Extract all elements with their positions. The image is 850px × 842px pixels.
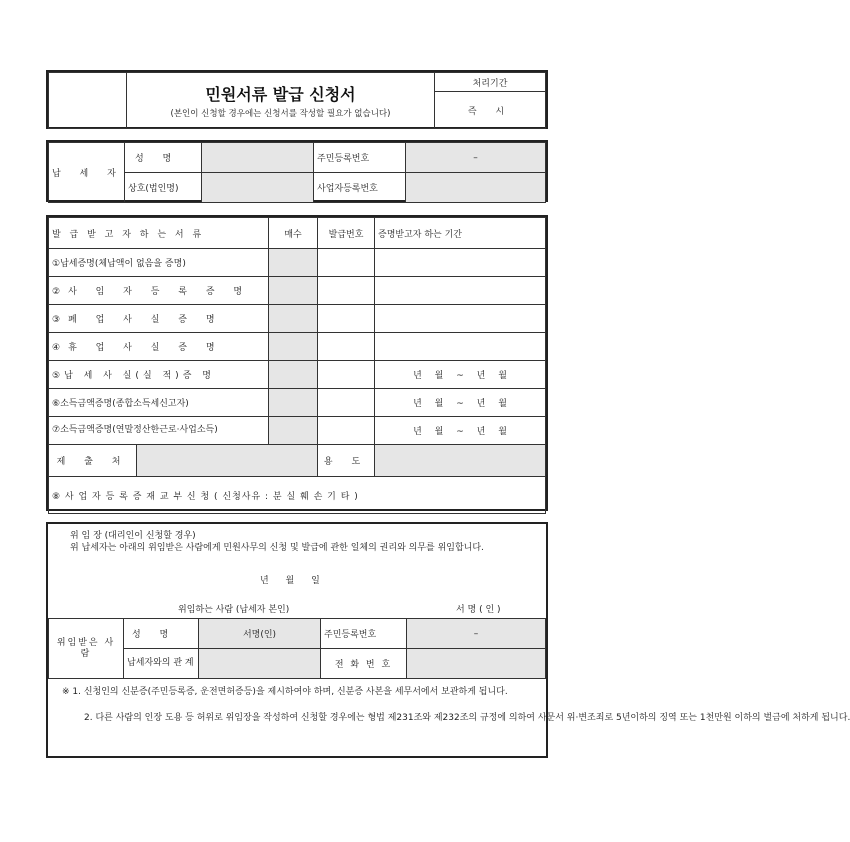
period-field[interactable] <box>375 277 546 305</box>
period-field[interactable]: 년 월 ~ 년 월 <box>375 361 546 389</box>
issue-no-field[interactable] <box>318 333 375 361</box>
taxpayer-label: 납 세 자 <box>49 143 125 203</box>
issue-no-field[interactable] <box>318 249 375 277</box>
note-2: 2. 다른 사람의 인장 도용 등 허위로 위임장을 작성하여 신청할 경우에는 형법 제231조와 제232조의 규정에 의하여 사문서 위·변조죄로 5년이하의 징역 또는 1천만원 이하의 벌금에 처하게 됩니다. <box>84 713 850 723</box>
agent-resident-field[interactable]: – <box>407 619 546 649</box>
count-field[interactable] <box>269 277 318 305</box>
issue-no-field[interactable] <box>318 305 375 333</box>
header-box <box>46 70 548 129</box>
period-field[interactable] <box>375 333 546 361</box>
submit-to-field[interactable] <box>137 445 318 477</box>
period-value: 즉 시 <box>435 92 546 129</box>
doc-name: ⑤납 세 사 실(실 적)증 명 <box>49 361 269 389</box>
note-1: ※ 1. 신청인의 신분증(주민등록증, 운전면허증등)을 제시하여야 하며, 신분증 사본을 세무서에서 보관하게 됩니다. <box>62 687 508 697</box>
company-field[interactable] <box>202 173 314 203</box>
doc-name: ④휴 업 사 실 증 명 <box>49 333 269 361</box>
agent-name-label: 성 명 <box>124 619 199 649</box>
period-label: 처리기간 <box>435 73 546 92</box>
period-field[interactable]: 년 월 ~ 년 월 <box>375 417 546 445</box>
period-field[interactable] <box>375 305 546 333</box>
submit-to-label: 제 출 처 <box>49 445 137 477</box>
issue-no-field[interactable] <box>318 277 375 305</box>
documents-box <box>46 215 548 511</box>
delegation-title: 위 임 장 (대리인이 신청할 경우) <box>70 531 196 541</box>
table-row <box>49 333 546 361</box>
phone-label: 전 화 번 호 <box>321 649 407 679</box>
usage-label: 용 도 <box>318 445 375 477</box>
col-count-header: 매수 <box>269 218 318 249</box>
table-row <box>49 249 546 277</box>
relation-label: 납세자와의 관 계 <box>124 649 199 679</box>
page-subtitle: (본인이 신청할 경우에는 신청서를 작성할 필요가 없습니다) <box>170 109 391 119</box>
table-row <box>49 389 546 417</box>
delegator-label: 위임하는 사람 (납세자 본인) <box>178 605 290 615</box>
col-period-header: 증명받고자 하는 기간 <box>375 218 546 249</box>
reissue-request[interactable]: ⑧ 사 업 자 등 록 증 재 교 부 신 청 ( 신청사유 : 분 실 훼 손 기 타 ) <box>49 477 546 514</box>
doc-name: ⑦소득금액증명(연말정산한근로·사업소득) <box>49 417 269 445</box>
count-field[interactable] <box>269 249 318 277</box>
page-title: 민원서류 발급 신청서 <box>205 85 356 104</box>
doc-name: ①납세증명(체납액이 없음을 증명) <box>49 249 269 277</box>
doc-name: ③폐 업 사 실 증 명 <box>49 305 269 333</box>
agent-sign-field[interactable]: 서명(인) <box>199 619 321 649</box>
issue-no-field[interactable] <box>318 417 375 445</box>
col-doc-header: 발 급 받 고 자 하 는 서 류 <box>49 218 269 249</box>
phone-field[interactable] <box>407 649 546 679</box>
doc-name: ②사 임 자 등 록 증 명 <box>49 277 269 305</box>
delegation-body: 위 납세자는 아래의 위임받은 사람에게 민원사무의 신청 및 발급에 관한 일체의 권리와 의무를 위임합니다. <box>70 543 484 553</box>
period-field[interactable]: 년 월 ~ 년 월 <box>375 389 546 417</box>
business-no-label: 사업자등록번호 <box>314 173 406 203</box>
resident-no-label: 주민등록번호 <box>314 143 406 173</box>
header-title-cell <box>127 73 435 129</box>
table-row <box>49 417 546 445</box>
count-field[interactable] <box>269 389 318 417</box>
company-label: 상호(법인명) <box>125 173 202 203</box>
resident-no-field[interactable]: – <box>406 143 546 173</box>
business-no-field[interactable] <box>406 173 546 203</box>
count-field[interactable] <box>269 305 318 333</box>
col-issue-no-header: 발급번호 <box>318 218 375 249</box>
issue-no-field[interactable] <box>318 361 375 389</box>
signature-label[interactable]: 서 명 ( 인 ) <box>456 605 501 615</box>
taxpayer-name-field[interactable] <box>202 143 314 173</box>
count-field[interactable] <box>269 333 318 361</box>
taxpayer-box <box>46 140 548 202</box>
table-row <box>49 277 546 305</box>
issue-no-field[interactable] <box>318 389 375 417</box>
taxpayer-name-label: 성 명 <box>125 143 202 173</box>
delegation-box <box>46 522 850 758</box>
table-row <box>49 361 546 389</box>
agent-label: 위임받은 사 람 <box>49 619 124 679</box>
count-field[interactable] <box>269 417 318 445</box>
usage-field[interactable] <box>375 445 546 477</box>
relation-field[interactable] <box>199 649 321 679</box>
period-field[interactable] <box>375 249 546 277</box>
agent-resident-label: 주민등록번호 <box>321 619 407 649</box>
doc-name: ⑥소득금액증명(종합소득세신고자) <box>49 389 269 417</box>
count-field[interactable] <box>269 361 318 389</box>
table-row <box>49 305 546 333</box>
header-blank-cell <box>49 73 127 129</box>
delegation-date: 년 월 일 <box>260 576 320 586</box>
